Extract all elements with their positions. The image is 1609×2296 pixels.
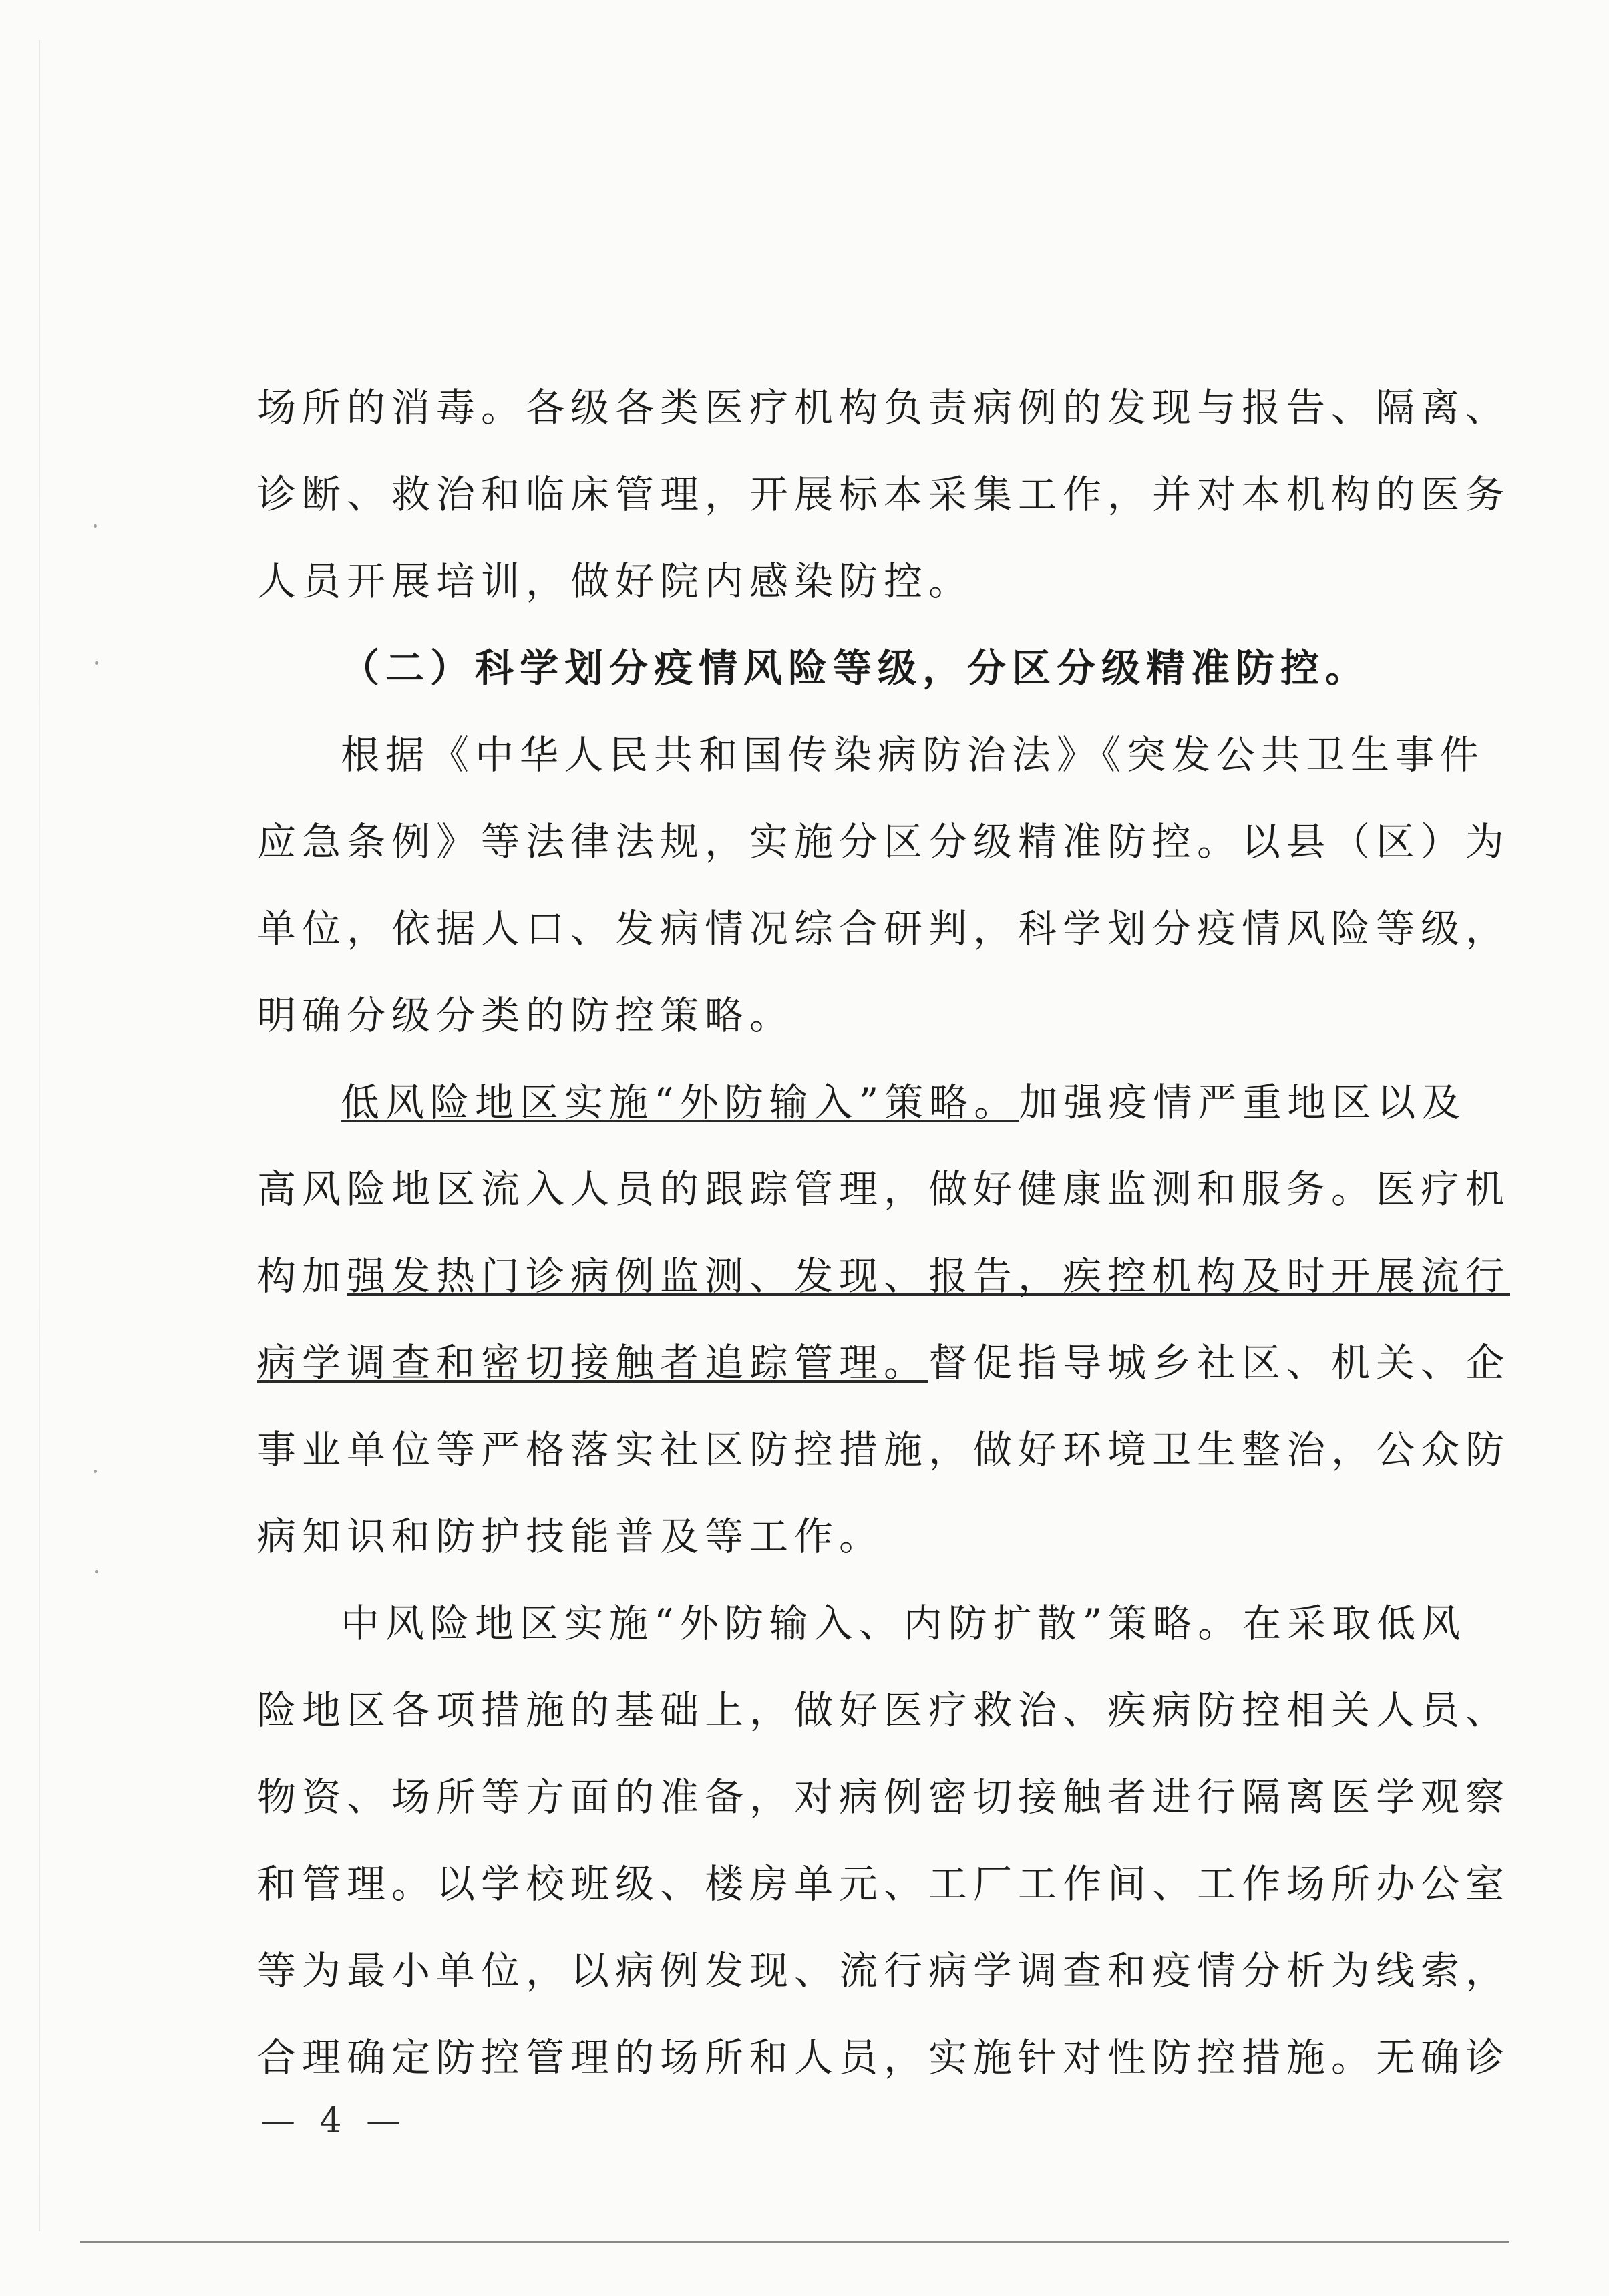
scan-margin-line — [39, 40, 40, 2231]
underlined-text: 病学调查和密切接触者追踪管理。 — [257, 1340, 928, 1388]
scan-speck — [94, 524, 97, 528]
body-line: 场所的消毒。各级各类医疗机构负责病例的发现与报告、隔离、 — [257, 385, 1511, 430]
page-bottom-edge — [80, 2241, 1509, 2243]
body-line: 等为最小单位，以病例发现、流行病学调查和疫情分析为线索， — [257, 1948, 1511, 1993]
paragraph-first-line — [257, 1059, 1467, 1146]
body-text: 加强疫情严重地区以及 — [1019, 1080, 1467, 1125]
body-line: 险地区各项措施的基础上，做好医疗救治、疾病防控相关人员、 — [257, 1687, 1511, 1733]
scan-speck — [95, 661, 98, 665]
paragraph-first-line: 中风险地区实施“外防输入、内防扩散”策略。在采取低风 — [341, 1601, 1467, 1646]
body-line — [257, 1233, 1511, 1319]
body-line — [257, 1319, 1511, 1406]
document-body — [257, 364, 1511, 2101]
body-line: 事业单位等严格落实社区防控措施，做好环境卫生整治，公众防 — [257, 1427, 1511, 1472]
paragraph-first-line: 根据《中华人民共和国传染病防治法》《突发公共卫生事件 — [341, 732, 1485, 778]
body-line: 人员开展培训，做好院内感染防控。 — [257, 558, 974, 604]
underlined-text: 强发热门诊病例监测、发现、报告，疾控机构及时开展流行 — [347, 1253, 1510, 1301]
body-line: 诊断、救治和临床管理，开展标本采集工作，并对本机构的医务 — [257, 472, 1511, 517]
body-text: 构加 — [257, 1253, 347, 1299]
body-text: 督促指导城乡社区、机关、企 — [928, 1340, 1511, 1385]
scan-speck — [95, 1570, 98, 1573]
underlined-text: 低风险地区实施“外防输入”策略。 — [341, 1080, 1019, 1128]
scan-speck — [94, 1470, 97, 1473]
body-line: 和管理。以学校班级、楼房单元、工厂工作间、工作场所办公室 — [257, 1861, 1511, 1907]
body-line: 应急条例》等法律法规，实施分区分级精准防控。以县（区）为 — [257, 819, 1511, 864]
section-heading: （二）科学划分疫情风险等级，分区分级精准防控。 — [341, 645, 1371, 691]
body-line: 明确分级分类的防控策略。 — [257, 993, 795, 1038]
body-line: 高风险地区流入人员的跟踪管理，做好健康监测和服务。医疗机 — [257, 1166, 1511, 1212]
body-line: 物资、场所等方面的准备，对病例密切接触者进行隔离医学观察 — [257, 1774, 1511, 1820]
body-line: 单位，依据人口、发病情况综合研判，科学划分疫情风险等级， — [257, 906, 1511, 951]
body-line: 合理确定防控管理的场所和人员，实施针对性防控措施。无确诊 — [257, 2035, 1511, 2080]
body-line: 病知识和防护技能普及等工作。 — [257, 1514, 884, 1559]
page-number: — 4 — — [260, 2101, 408, 2141]
